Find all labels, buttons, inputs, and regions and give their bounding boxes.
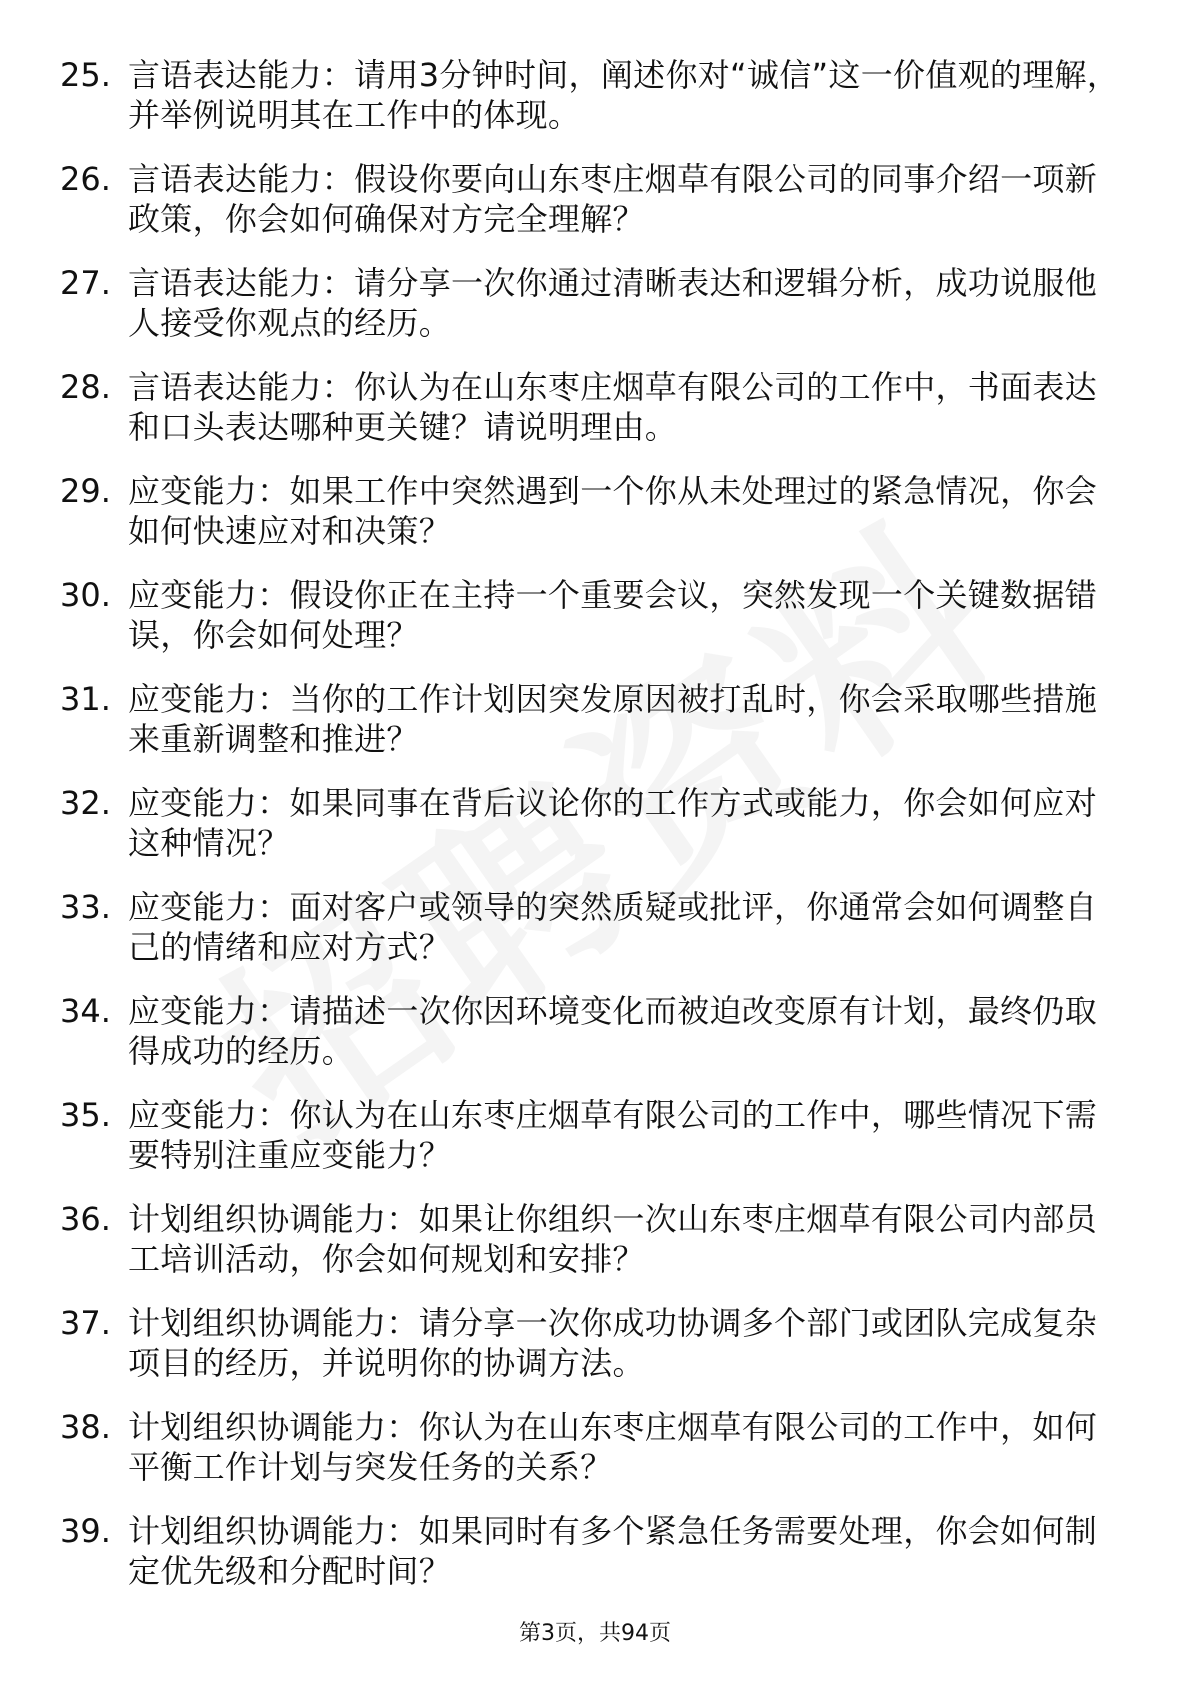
question-item <box>0 887 1190 991</box>
question-text: 应变能力：你认为在山东枣庄烟草有限公司的工作中，哪些情况下需要特别注重应变能力？ <box>128 1096 1098 1174</box>
question-number: 30. <box>60 576 111 614</box>
question-text: 计划组织协调能力：如果让你组织一次山东枣庄烟草有限公司内部员工培训活动，你会如何规划和安排？ <box>128 1200 1098 1278</box>
question-number: 36. <box>60 1200 111 1238</box>
question-item <box>0 55 1190 159</box>
question-item <box>0 471 1190 575</box>
question-text: 言语表达能力：假设你要向山东枣庄烟草有限公司的同事介绍一项新政策，你会如何确保对方完全理解？ <box>128 160 1098 238</box>
question-number: 25. <box>60 56 111 94</box>
question-number: 34. <box>60 992 111 1030</box>
question-number: 28. <box>60 368 111 406</box>
question-text: 言语表达能力：请分享一次你通过清晰表达和逻辑分析，成功说服他人接受你观点的经历。 <box>128 264 1098 342</box>
question-text: 计划组织协调能力：如果同时有多个紧急任务需要处理，你会如何制定优先级和分配时间？ <box>128 1512 1098 1590</box>
question-list <box>0 55 1190 1615</box>
question-number: 35. <box>60 1096 111 1134</box>
question-item <box>0 159 1190 263</box>
page-footer: 第3页，共94页 <box>519 1621 671 1646</box>
question-number: 37. <box>60 1304 111 1342</box>
question-item <box>0 1407 1190 1511</box>
question-item <box>0 1303 1190 1407</box>
question-item <box>0 367 1190 471</box>
question-text: 计划组织协调能力：请分享一次你成功协调多个部门或团队完成复杂项目的经历，并说明你的协调方法。 <box>128 1304 1098 1382</box>
question-text: 应变能力：如果同事在背后议论你的工作方式或能力，你会如何应对这种情况？ <box>128 784 1098 862</box>
question-number: 38. <box>60 1408 111 1446</box>
question-item <box>0 1199 1190 1303</box>
question-text: 应变能力：当你的工作计划因突发原因被打乱时，你会采取哪些措施来重新调整和推进？ <box>128 680 1098 758</box>
question-item <box>0 263 1190 367</box>
question-text: 言语表达能力：你认为在山东枣庄烟草有限公司的工作中，书面表达和口头表达哪种更关键？请说明理由。 <box>128 368 1098 446</box>
question-item <box>0 679 1190 783</box>
question-item <box>0 1095 1190 1199</box>
question-number: 29. <box>60 472 111 510</box>
question-text: 应变能力：假设你正在主持一个重要会议，突然发现一个关键数据错误，你会如何处理？ <box>128 576 1098 654</box>
question-text: 言语表达能力：请用3分钟时间，阐述你对“诚信”这一价值观的理解，并举例说明其在工作中的体现。 <box>128 56 1120 134</box>
question-text: 应变能力：如果工作中突然遇到一个你从未处理过的紧急情况，你会如何快速应对和决策？ <box>128 472 1098 550</box>
question-number: 33. <box>60 888 111 926</box>
question-number: 26. <box>60 160 111 198</box>
question-item <box>0 991 1190 1095</box>
question-item <box>0 575 1190 679</box>
question-text: 计划组织协调能力：你认为在山东枣庄烟草有限公司的工作中，如何平衡工作计划与突发任务的关系？ <box>128 1408 1098 1486</box>
question-number: 39. <box>60 1512 111 1550</box>
question-number: 31. <box>60 680 111 718</box>
question-number: 32. <box>60 784 111 822</box>
question-item <box>0 783 1190 887</box>
question-text: 应变能力：面对客户或领导的突然质疑或批评，你通常会如何调整自己的情绪和应对方式？ <box>128 888 1098 966</box>
question-number: 27. <box>60 264 111 302</box>
question-text: 应变能力：请描述一次你因环境变化而被迫改变原有计划，最终仍取得成功的经历。 <box>128 992 1098 1070</box>
question-item <box>0 1511 1190 1615</box>
